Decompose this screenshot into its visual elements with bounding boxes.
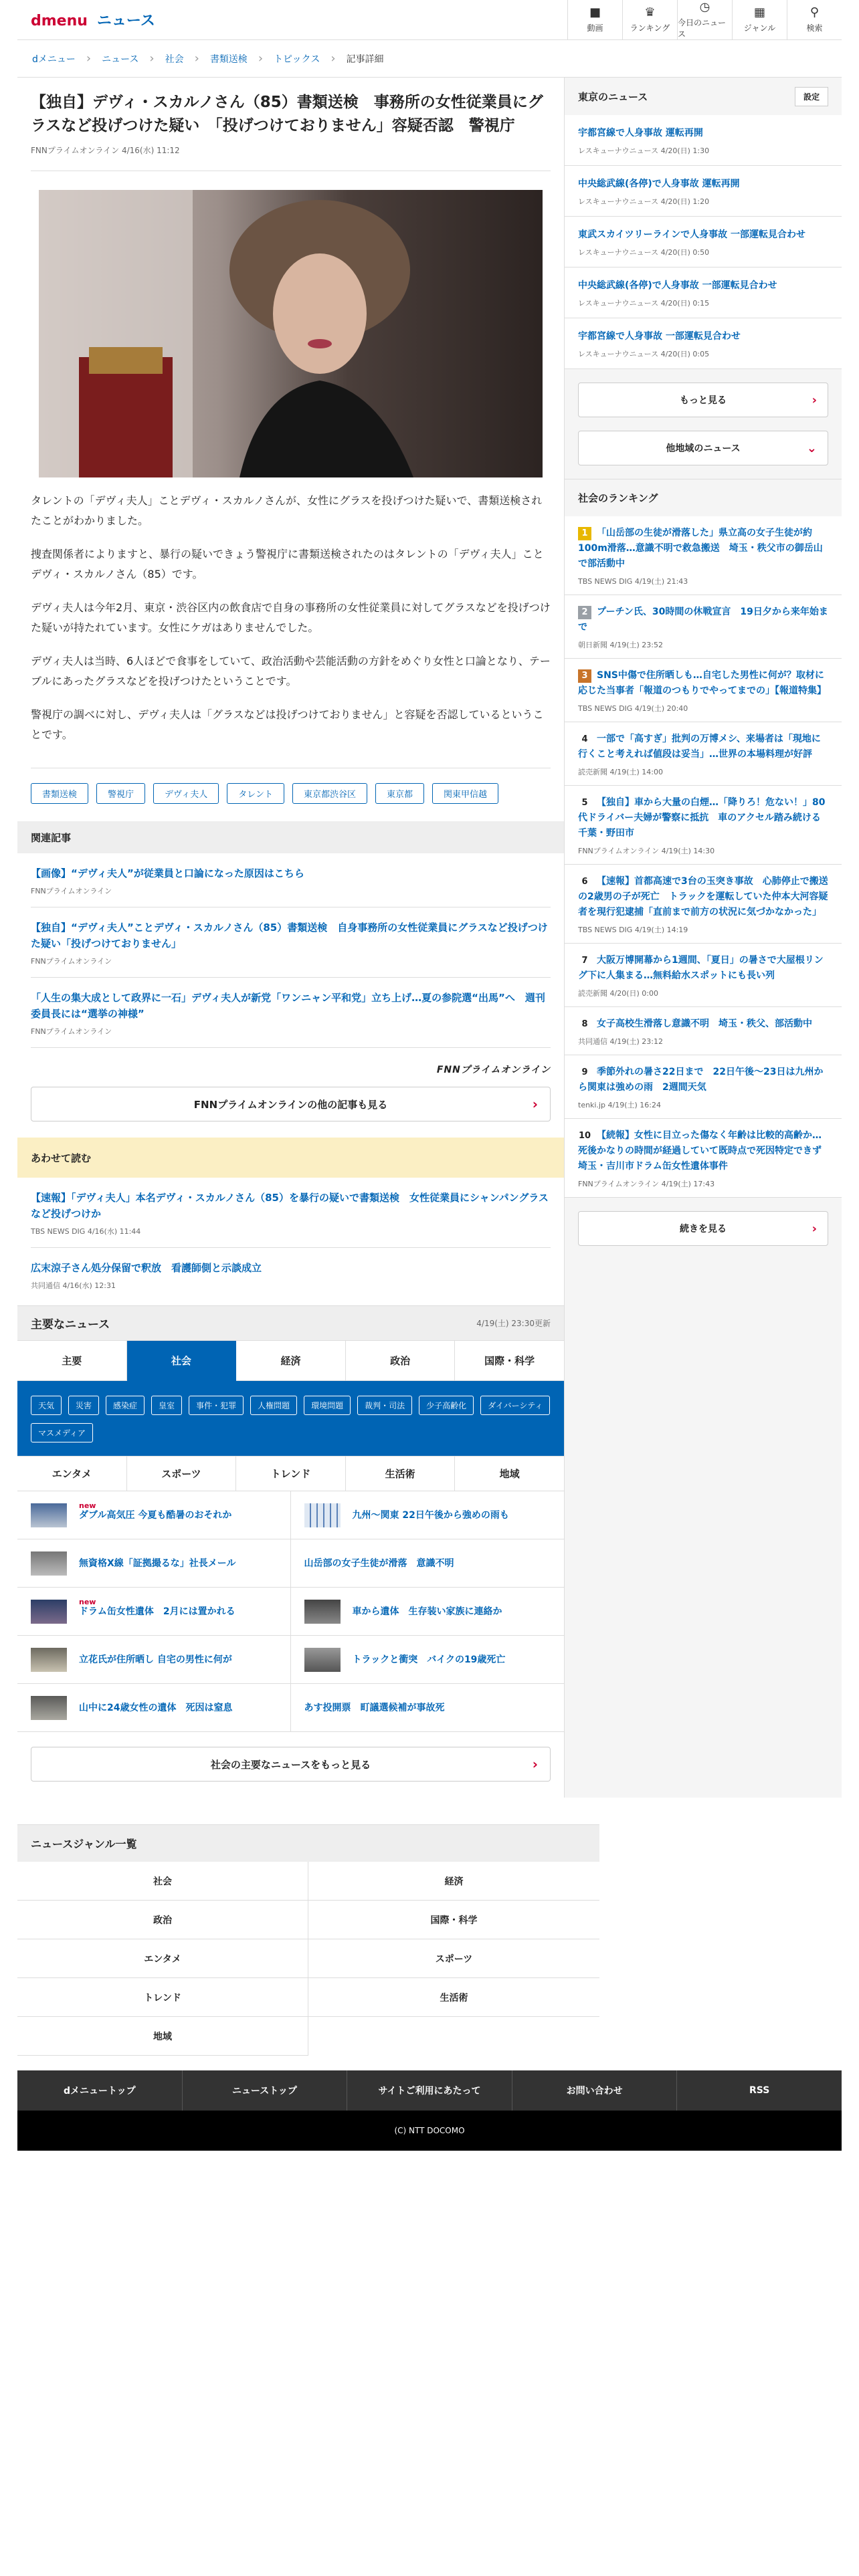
- tag-link[interactable]: タレント: [227, 783, 284, 804]
- news-thumbnail: [31, 1503, 67, 1527]
- article-paragraph: 捜査関係者によりますと、暴行の疑いできょう警視庁に書類送検されたのはタレントの「デヴィ夫人」ことデヴィ・スカルノさん（85）です。: [31, 548, 544, 580]
- genre-link[interactable]: エンタメ: [17, 1939, 308, 1978]
- new-badge: new: [79, 1597, 96, 1606]
- news-title-text: ドラム缶女性遺体 2月には置かれる: [79, 1606, 235, 1617]
- footer-link-dmenu-top[interactable]: dメニュートップ: [17, 2070, 183, 2111]
- news-title-text: 車から遺体 生存装い家族に連絡か: [352, 1606, 502, 1617]
- article-photo-svg: [39, 190, 543, 477]
- related-title: 「人生の集大成として政界に一石」デヴィ夫人が新党「ワンニャン平和党」立ち上げ…夏の参院選“出馬”へ 週刊委員長には“選挙の神様”: [31, 992, 545, 1020]
- news-title-text: 山中に24歳女性の遺体 死因は窒息: [79, 1702, 233, 1713]
- tokyo-news-item-source: レスキューナウニュース 4/20(日) 0:50: [578, 248, 710, 257]
- news-item[interactable]: [291, 1636, 565, 1684]
- news-title-text: 九州～関東 22日午後から強めの雨も: [352, 1509, 509, 1521]
- subtag-link[interactable]: 災害: [68, 1396, 99, 1415]
- genre-link[interactable]: 経済: [308, 1862, 599, 1901]
- chevron-down-icon: ⌄: [806, 441, 817, 455]
- ranking-item-source: 読売新聞 4/19(土) 14:00: [578, 768, 663, 776]
- tab-sports[interactable]: スポーツ: [127, 1457, 237, 1491]
- article-title: 【独自】デヴィ・スカルノさん（85）書類送検 事務所の女性従業員にグラスなど投げつけた疑い 「投げつけておりません」容疑否認 警視庁: [31, 94, 543, 134]
- news-item[interactable]: [17, 1684, 291, 1732]
- button-label: 社会の主要なニュースをもっと見る: [210, 1758, 371, 1771]
- rank-number: 8: [581, 1019, 588, 1029]
- list-item[interactable]: [565, 944, 842, 1007]
- genre-list: [17, 1824, 599, 2056]
- footer-link-terms[interactable]: サイトご利用にあたって: [347, 2070, 512, 2111]
- article-paragraph: タレントの「デヴィ夫人」ことデヴィ・スカルノさんが、女性にグラスを投げつけた疑いで、書類送検されたことがわかりました。: [31, 494, 543, 527]
- list-item[interactable]: [565, 722, 842, 786]
- ranking-item-title: [578, 1065, 828, 1095]
- list-item[interactable]: [565, 1055, 842, 1119]
- ranking-item-source: TBS NEWS DIG 4/19(土) 21:43: [578, 577, 688, 586]
- ranking-item-source: TBS NEWS DIG 4/19(土) 14:19: [578, 926, 688, 934]
- subtag-link[interactable]: 天気: [31, 1396, 62, 1415]
- rank-number: 2: [578, 606, 591, 619]
- subtag-link[interactable]: マスメディア: [31, 1423, 93, 1442]
- ranking-title-text: 【独自】車から大量の白煙…「降りろ！危ない！」80代ドライバー夫婦が警察に抵抗 車のアクセル踏み続ける 千葉・野田市: [578, 797, 830, 839]
- related-source: FNNプライムオンライン: [31, 957, 112, 966]
- tokyo-news-item-title: 宇都宮線で人身事故 運転再開: [578, 128, 703, 138]
- article-paragraph: デヴィ夫人は今年2月、東京・渋谷区内の飲食店で自身の事務所の女性従業員に対してグラスなどを投げつけた疑いが持たれています。女性にケガはありませんでした。: [31, 601, 551, 634]
- list-item[interactable]: [565, 267, 842, 318]
- tab-trend[interactable]: トレンド: [236, 1457, 346, 1491]
- news-title-text: 山岳部の女子生徒が滑落 意識不明: [304, 1558, 454, 1569]
- ranking-title-text: 一部で「高すぎ」批判の万博メシ、来場者は「現地に行くこと考えれば値段は妥当」…世界の本場料理が好評: [578, 734, 821, 760]
- chevron-right-icon: ›: [194, 51, 199, 66]
- awase-source: TBS NEWS DIG 4/16(水) 11:44: [31, 1227, 141, 1236]
- ranking-item-source: tenki.jp 4/19(土) 16:24: [578, 1101, 661, 1109]
- awase-heading: あわせて読む: [17, 1138, 564, 1178]
- button-label: 他地域のニュース: [666, 443, 741, 454]
- tokyo-news-item-source: レスキューナウニュース 4/20(日) 1:20: [578, 197, 710, 206]
- list-item[interactable]: [565, 166, 842, 217]
- nav-label: ランキング: [630, 23, 670, 33]
- list-item[interactable]: [565, 1007, 842, 1055]
- nav-label: ジャンル: [743, 23, 776, 33]
- chevron-right-icon: ›: [532, 1096, 538, 1112]
- news-thumbnail: [31, 1600, 67, 1624]
- news-title: [79, 1701, 232, 1715]
- tab-lifestyle[interactable]: 生活術: [346, 1457, 456, 1491]
- list-item[interactable]: [565, 318, 842, 369]
- genre-link[interactable]: 生活術: [308, 1978, 599, 2017]
- rank-number: 10: [578, 1131, 591, 1141]
- ranking-item-title: [578, 1016, 828, 1032]
- chevron-right-icon: ›: [149, 51, 155, 66]
- list-item[interactable]: [31, 907, 551, 978]
- nav-search[interactable]: [787, 0, 842, 40]
- provider-logo: FNNプライムオンライン: [436, 1065, 551, 1075]
- category-tabs-2: [17, 1456, 564, 1491]
- news-thumbnail: [304, 1600, 341, 1624]
- chevron-right-icon: ›: [86, 51, 92, 66]
- nav-label: 今日のニュース: [678, 17, 727, 39]
- article-source: FNNプライムオンライン 4/16(水) 11:12: [31, 144, 551, 171]
- news-title: [353, 1509, 509, 1522]
- main-news-heading: [17, 1305, 564, 1340]
- dmenu-news-logo[interactable]: [17, 9, 155, 30]
- article-paragraph: 警視庁の調べに対し、デヴィ夫人は「グラスなどは投げつけておりません」と容疑を否認しているということです。: [31, 708, 544, 741]
- nav-ranking[interactable]: [622, 0, 677, 40]
- tokyo-more-button[interactable]: [578, 383, 828, 417]
- news-title: [79, 1501, 232, 1522]
- rank-number: 6: [581, 877, 588, 887]
- subtag-link[interactable]: 事件・犯罪: [189, 1396, 244, 1415]
- ranking-title-text: 【速報】首都高速で3台の玉突き事故 心肺停止で搬送の2歳男の子が死亡 トラックを運転していた仲本大河容疑者を現行犯逮捕「直前まで前方の状況に気づかなかった」: [578, 876, 828, 918]
- list-item[interactable]: [565, 217, 842, 267]
- related-source: FNNプライムオンライン: [31, 1027, 112, 1036]
- ranking-item-source: 読売新聞 4/20(日) 0:00: [578, 989, 658, 998]
- page: [17, 0, 842, 2151]
- related-source: FNNプライムオンライン: [31, 887, 112, 895]
- article-paragraph: デヴィ夫人は当時、6人ほどで食事をしていて、政治活動や芸能活動の方針をめぐり女性と口論となり、テーブルにあったグラスなどを投げつけたということです。: [31, 655, 551, 687]
- ranking-item-source: 共同通信 4/19(土) 23:12: [578, 1037, 663, 1046]
- subtag-link[interactable]: 皇室: [151, 1396, 182, 1415]
- list-item[interactable]: [31, 978, 551, 1048]
- genre-link[interactable]: 社会: [17, 1862, 308, 1901]
- list-item[interactable]: [565, 595, 842, 659]
- copyright: (C) NTT DOCOMO: [17, 2111, 842, 2151]
- list-item[interactable]: [31, 1178, 551, 1248]
- list-item[interactable]: [565, 516, 842, 595]
- ranking-item-source: TBS NEWS DIG 4/19(土) 20:40: [578, 704, 688, 713]
- news-item[interactable]: [17, 1539, 291, 1588]
- subtag-link[interactable]: 裁判・司法: [357, 1396, 412, 1415]
- tab-economy[interactable]: 経済: [236, 1341, 346, 1381]
- ranking-item-source: 朝日新聞 4/19(土) 23:52: [578, 641, 663, 649]
- news-thumbnail: [31, 1551, 67, 1576]
- news-title-text: ダブル高気圧 今夏も酷暑のおそれか: [79, 1509, 232, 1521]
- tokyo-news-item-title: 中央総武線(各停)で人身事故 運転再開: [578, 179, 740, 189]
- news-item[interactable]: [17, 1491, 291, 1539]
- subtag-link[interactable]: 人権問題: [250, 1396, 297, 1415]
- footer-link-contact[interactable]: お問い合わせ: [512, 2070, 678, 2111]
- ranking-item-source: FNNプライムオンライン 4/19(土) 17:43: [578, 1180, 715, 1188]
- search-icon: ⚲: [809, 5, 820, 19]
- logo-d: d: [31, 13, 41, 29]
- tab-entertainment[interactable]: エンタメ: [17, 1457, 127, 1491]
- article-tags: [31, 768, 551, 821]
- ranking-item-title: [578, 1128, 831, 1174]
- tokyo-news-item-title: 中央総武線(各停)で人身事故 一部運転見合わせ: [578, 280, 777, 291]
- news-title-text: 立花氏が住所晒し 自宅の男性に何が: [79, 1654, 232, 1665]
- nav-label: 動画: [587, 23, 603, 33]
- genre-link[interactable]: トレンド: [17, 1978, 308, 2017]
- ranking-title-text: SNS中傷で住所晒しも…自宅した男性に何が？取材に応じた当事者「報道のつもりでやってまでの」【報道特集】: [578, 670, 826, 696]
- provider-more-button[interactable]: [31, 1087, 551, 1121]
- genre-link[interactable]: 政治: [17, 1901, 308, 1939]
- news-title: [79, 1557, 236, 1570]
- ranking-more-button[interactable]: [578, 1211, 828, 1246]
- footer-link-news-top[interactable]: ニューストップ: [183, 2070, 348, 2111]
- breadcrumb-topics[interactable]: トピックス: [274, 53, 320, 65]
- ranking-item-title: [578, 953, 828, 984]
- tab-politics[interactable]: 政治: [346, 1341, 456, 1381]
- ranking-list: [565, 516, 842, 1198]
- news-title: [353, 1653, 506, 1667]
- genre-link[interactable]: 地域: [17, 2017, 308, 2056]
- header-nav: [567, 0, 842, 40]
- nav-today[interactable]: [677, 0, 732, 40]
- genre-heading: ニュースジャンル一覧: [17, 1824, 599, 1862]
- tokyo-news-item-title: 宇都宮線で人身事故 一部運転見合わせ: [578, 331, 741, 342]
- tag-link[interactable]: 警視庁: [96, 783, 145, 804]
- ranking-item-title: [578, 795, 828, 841]
- breadcrumb-society[interactable]: 社会: [165, 53, 184, 65]
- tab-main[interactable]: 主要: [17, 1341, 127, 1381]
- news-title: [353, 1605, 502, 1618]
- tokyo-news-item-source: レスキューナウニュース 4/20(日) 0:05: [578, 350, 710, 358]
- ranking-item-title: [578, 732, 828, 762]
- site-header: [17, 0, 842, 40]
- news-thumbnail: [304, 1648, 341, 1672]
- related-heading: 関連記事: [17, 821, 564, 853]
- tokyo-news-item-source: レスキューナウニュース 4/20(日) 1:30: [578, 146, 710, 155]
- news-item[interactable]: [291, 1539, 565, 1588]
- ranking-item-title: [578, 874, 828, 920]
- chevron-right-icon: ›: [812, 393, 817, 407]
- list-item[interactable]: [565, 865, 842, 944]
- tab-international[interactable]: 国際・科学: [455, 1341, 564, 1381]
- main-news-title: 主要なニュース: [31, 1318, 110, 1331]
- genre-link[interactable]: 国際・科学: [308, 1901, 599, 1939]
- news-thumbnail: [31, 1648, 67, 1672]
- list-item[interactable]: [565, 659, 842, 722]
- genre-grid: [17, 1862, 599, 2056]
- tokyo-news-item-source: レスキューナウニュース 4/20(日) 0:15: [578, 299, 710, 308]
- related-title: 【独自】“デヴィ夫人”ことデヴィ・スカルノさん（85）書類送検 自身事務所の女性従業員にグラスなど投げつけた疑い「投げつけておりません」: [31, 922, 548, 950]
- news-title: [79, 1597, 235, 1618]
- news-title-text: トラックと衝突 バイクの19歳死亡: [352, 1654, 506, 1665]
- logo-news: ニュース: [96, 13, 155, 29]
- clock-icon: ◷: [699, 0, 710, 14]
- news-title-text: 無資格X線「証拠撮るな」社長メール: [79, 1558, 236, 1569]
- button-label: もっと見る: [680, 395, 727, 406]
- tokyo-news-title: 東京のニュース: [578, 90, 648, 103]
- list-item[interactable]: [565, 115, 842, 166]
- side-column: [565, 78, 842, 1798]
- list-item[interactable]: [565, 1119, 842, 1198]
- subtag-link[interactable]: 感染症: [106, 1396, 145, 1415]
- rank-number: 5: [581, 798, 588, 808]
- ranking-item-title: [578, 668, 828, 699]
- article: [17, 78, 564, 821]
- ranking-heading: 社会のランキング: [565, 479, 842, 516]
- ranking-title-text: 季節外れの暑さ22日まで 22日午後～23日は九州から関東は強めの雨 2週間天気: [578, 1067, 824, 1093]
- new-badge: new: [79, 1501, 96, 1510]
- nav-video[interactable]: [567, 0, 622, 40]
- news-item[interactable]: [17, 1588, 291, 1636]
- tokyo-news-item-title: 東武スカイツリーラインで人身事故 一部運転見合わせ: [578, 229, 806, 240]
- genre-link[interactable]: スポーツ: [308, 1939, 599, 1978]
- tag-link[interactable]: デヴィ夫人: [153, 783, 219, 804]
- chevron-right-icon: ›: [258, 51, 264, 66]
- rank-number: 3: [578, 669, 591, 683]
- tag-link[interactable]: 東京都: [375, 783, 424, 804]
- subcategory-tags: [17, 1381, 564, 1456]
- main-news-grid: [17, 1491, 564, 1732]
- nav-genre[interactable]: [732, 0, 787, 40]
- news-thumbnail: [31, 1696, 67, 1720]
- footer-link-rss[interactable]: RSS: [749, 2085, 770, 2096]
- related-title: 【画像】“デヴィ夫人”が従業員と口論になった原因はこちら: [31, 867, 304, 879]
- ranking-item-title: [578, 526, 828, 572]
- footer-nav: [17, 2070, 842, 2111]
- breadcrumb: [17, 40, 842, 78]
- article-photo: [39, 190, 543, 477]
- subtag-link[interactable]: 少子高齢化: [419, 1396, 474, 1415]
- ranking-title-text: 大阪万博開幕から1週間、「夏日」の暑さで大屋根リング下に人集まる…無料給水スポットにも長い列: [578, 955, 824, 981]
- subtag-link[interactable]: 環境問題: [304, 1396, 351, 1415]
- ranking-title-text: 【続報】女性に目立った傷なく年齢は比較的高齢か…死後かなりの時間が経過していて既時点で死因特定できず 埼玉・吉川市ドラム缶女性遺体事件: [578, 1130, 831, 1172]
- tag-link[interactable]: 東京都渋谷区: [292, 783, 367, 804]
- main-news-more-button[interactable]: [31, 1747, 551, 1782]
- main-column: [17, 78, 565, 1798]
- chevron-right-icon: ›: [330, 51, 336, 66]
- rank-number: 1: [578, 527, 591, 540]
- subtag-link[interactable]: ダイバーシティ: [480, 1396, 550, 1415]
- grid-icon: ▦: [753, 5, 765, 19]
- news-title: [79, 1653, 232, 1667]
- other-region-button[interactable]: [578, 431, 828, 465]
- ranking-item-source: FNNプライムオンライン 4/19(土) 14:30: [578, 847, 715, 855]
- rank-number: 4: [581, 734, 588, 744]
- news-item[interactable]: [291, 1491, 565, 1539]
- awase-list: [17, 1178, 564, 1305]
- list-item[interactable]: [31, 853, 551, 907]
- news-item[interactable]: [291, 1588, 565, 1636]
- news-item[interactable]: [291, 1684, 565, 1732]
- settings-button[interactable]: 設定: [795, 87, 828, 106]
- chevron-right-icon: ›: [532, 1756, 538, 1772]
- logo-menu: menu: [41, 13, 88, 29]
- ranking-item-title: [578, 605, 828, 635]
- related-list: [17, 853, 564, 1048]
- chevron-right-icon: ›: [812, 1221, 817, 1236]
- news-title-text: あす投開票 町議選候補が事故死: [304, 1702, 445, 1713]
- ranking-title-text: プーチン氏、30時間の休戦宣言 19日夕から来年始まで: [578, 607, 828, 633]
- video-icon: ■: [589, 5, 601, 19]
- main-news-updated: 4/19(土) 23:30更新: [476, 1319, 551, 1328]
- news-title: [304, 1701, 445, 1715]
- breadcrumb-news[interactable]: ニュース: [102, 53, 139, 65]
- news-thumbnail: [304, 1503, 341, 1527]
- tag-link[interactable]: 関東甲信越: [432, 783, 498, 804]
- category-tabs: [17, 1340, 564, 1381]
- breadcrumb-current: 記事詳細: [346, 53, 384, 65]
- tokyo-news-list: [565, 115, 842, 369]
- ranking-title-text: 女子高校生滑落し意識不明 埼玉・秩父、部活動中: [597, 1018, 812, 1029]
- breadcrumb-dmenu[interactable]: dメニュー: [32, 53, 76, 65]
- breadcrumb-shorui[interactable]: 書類送検: [209, 53, 248, 65]
- tab-region[interactable]: 地域: [455, 1457, 564, 1491]
- awase-source: 共同通信 4/16(水) 12:31: [31, 1281, 116, 1290]
- tokyo-news-heading: [565, 78, 842, 115]
- tab-society[interactable]: 社会: [127, 1341, 237, 1381]
- awase-title: 広末涼子さん処分保留で釈放 看護師側と示談成立: [31, 1262, 262, 1274]
- rank-number: 9: [581, 1067, 588, 1077]
- rank-number: 7: [581, 956, 588, 966]
- awase-title: 【速報】「デヴィ夫人」本名デヴィ・スカルノさん（85）を暴行の疑いで書類送検 女性従業員にシャンパングラスなど投げつけか: [31, 1192, 549, 1220]
- button-label: FNNプライムオンラインの他の記事も見る: [193, 1098, 388, 1111]
- button-label: 続きを見る: [680, 1224, 727, 1235]
- list-item[interactable]: [31, 1248, 551, 1305]
- news-item[interactable]: [17, 1636, 291, 1684]
- ranking-title-text: 「山岳部の生徒が滑落した」県立高の女子生徒が約100m滑落…意識不明で救急搬送 埼玉・秩父市の御岳山で部活動中: [578, 528, 823, 569]
- list-item[interactable]: [565, 786, 842, 865]
- nav-label: 検索: [806, 23, 823, 33]
- tag-link[interactable]: 書類送検: [31, 783, 88, 804]
- trophy-icon: ♛: [644, 5, 656, 19]
- news-title: [304, 1557, 454, 1570]
